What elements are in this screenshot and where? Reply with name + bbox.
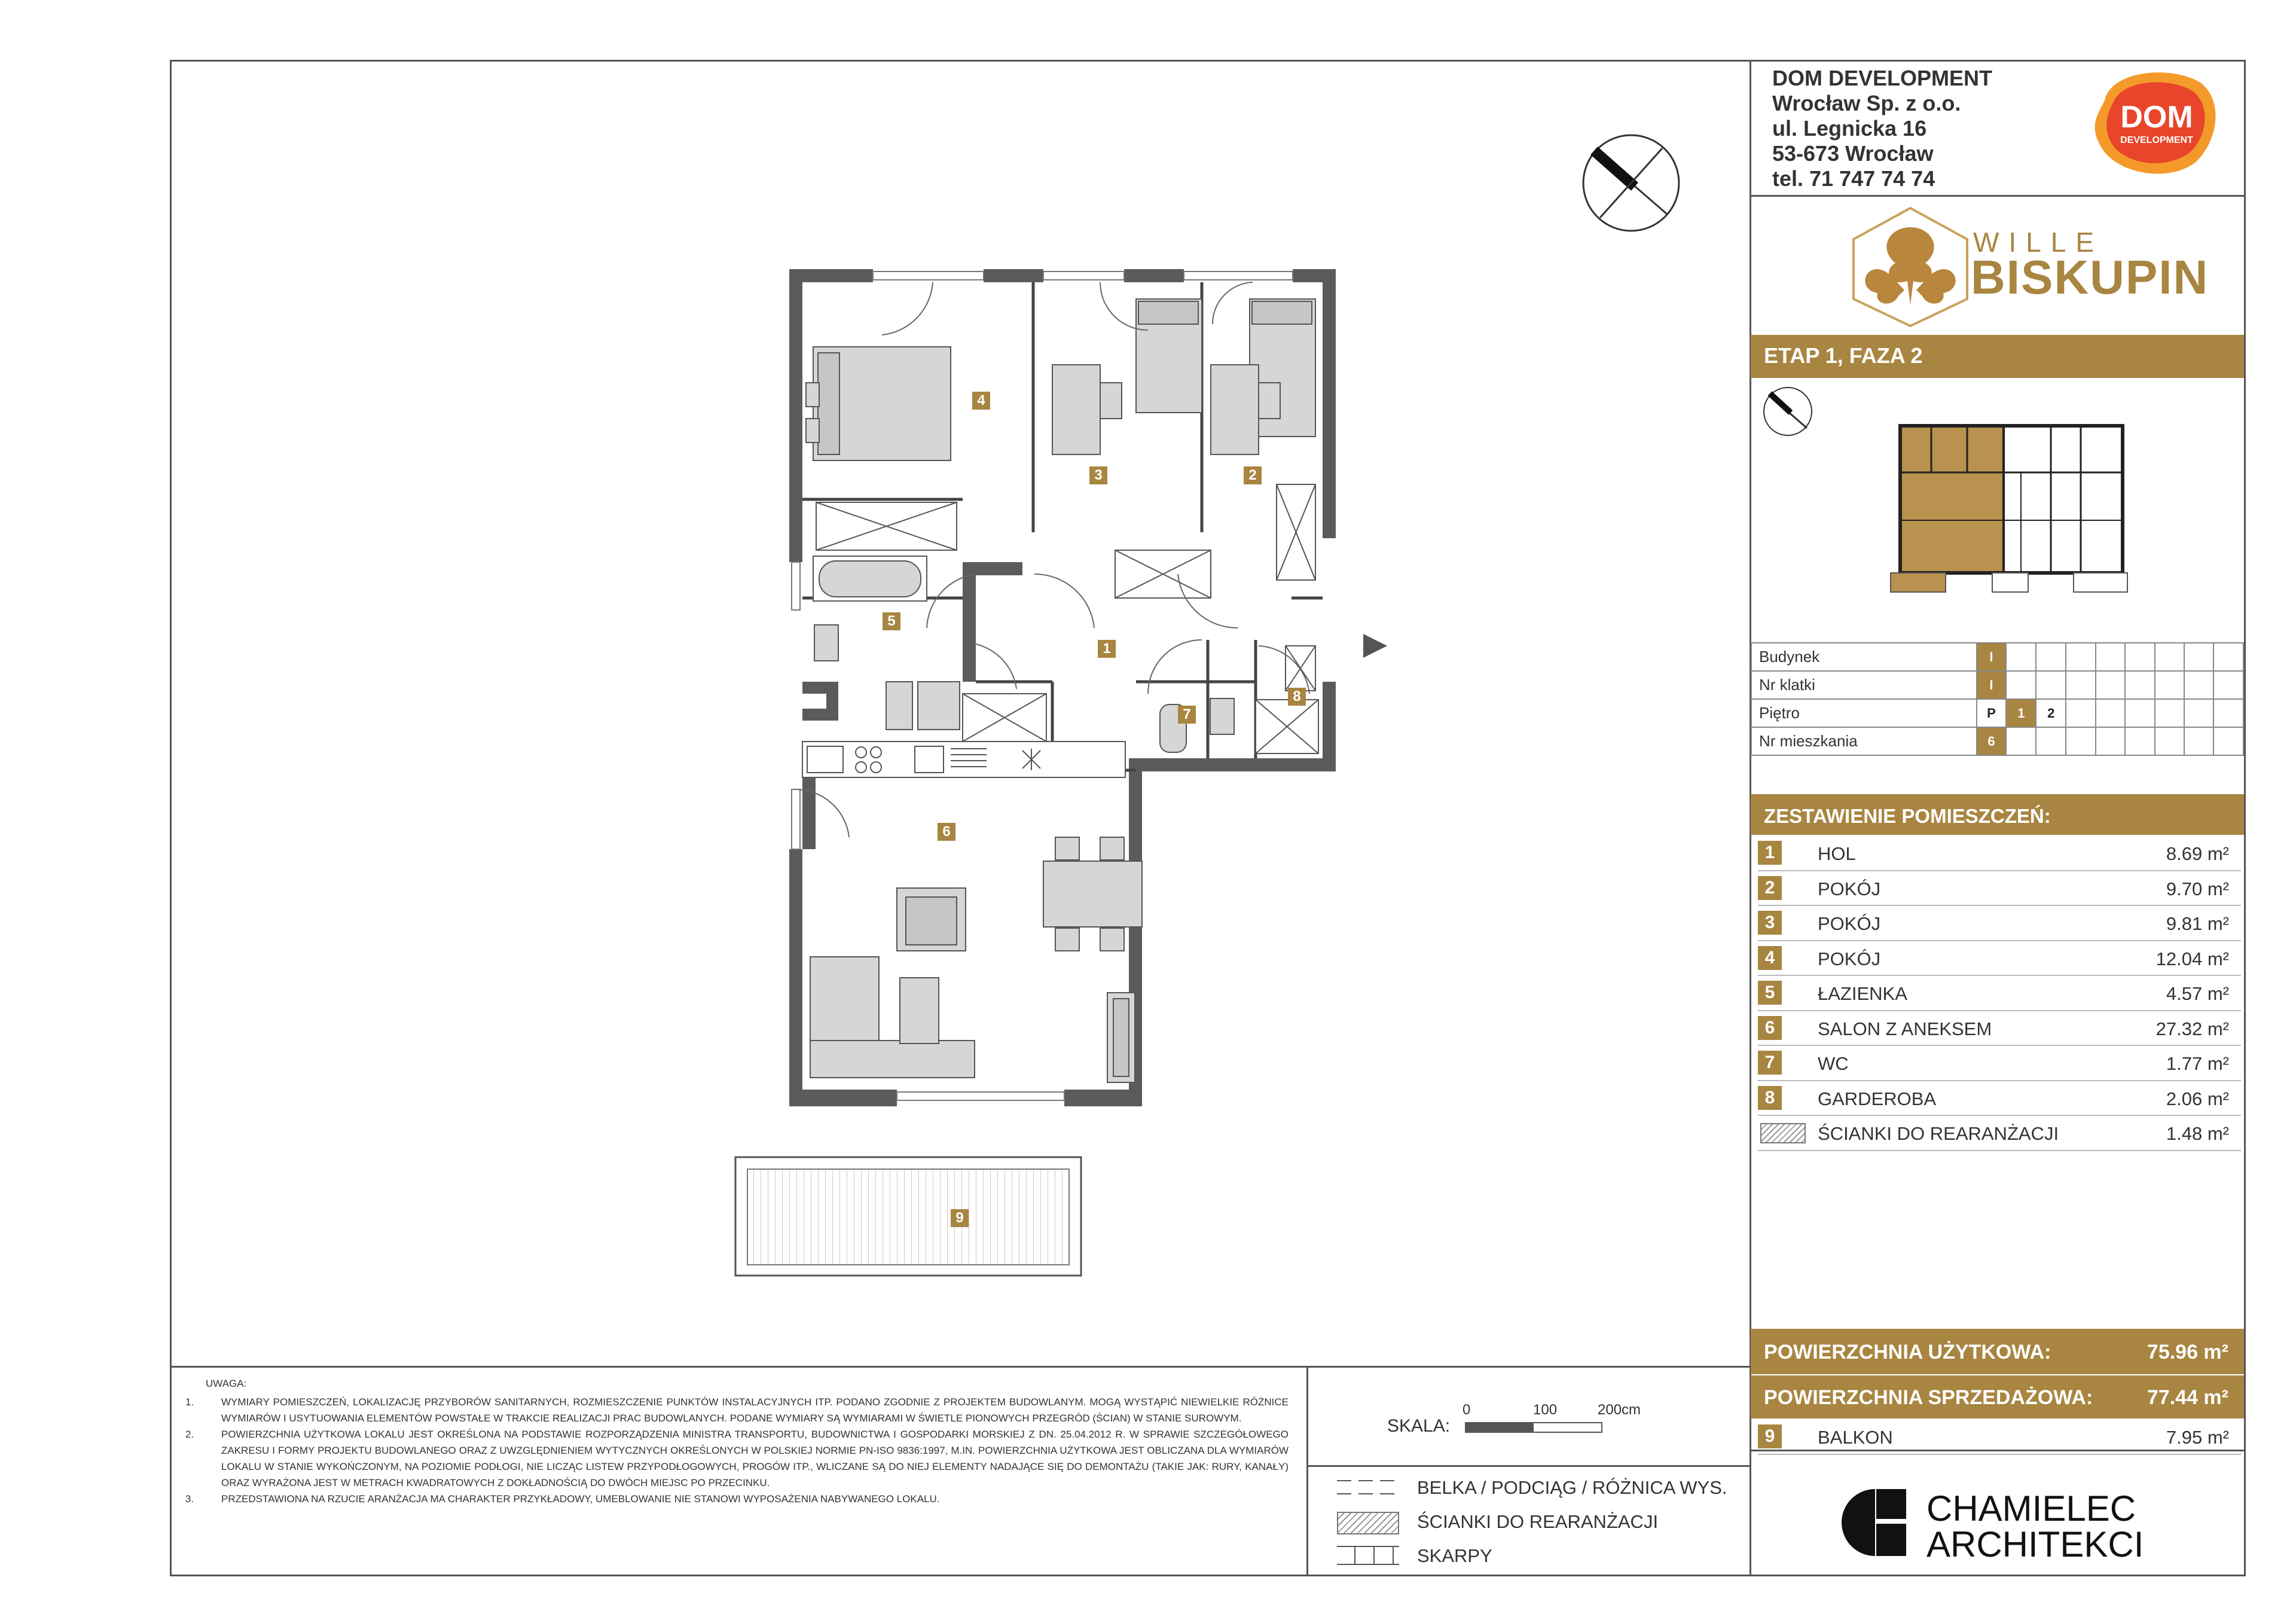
rooms-list bbox=[1758, 836, 2241, 1151]
company-name: DOM DEVELOPMENT bbox=[1772, 66, 1993, 90]
room-number: 8 bbox=[1758, 1086, 1782, 1110]
info-cell: 2 bbox=[2036, 699, 2066, 727]
room-name: WC bbox=[1818, 1053, 1849, 1074]
room-number: 4 bbox=[1758, 946, 1782, 970]
room-number: 6 bbox=[1758, 1016, 1782, 1040]
brand-small: WILLE bbox=[1973, 227, 2104, 258]
plan-label-3: 3 bbox=[1089, 466, 1107, 484]
sales-area-label: POWIERZCHNIA SPRZEDAŻOWA: bbox=[1764, 1386, 2093, 1409]
room-area: 12.04 m² bbox=[2155, 948, 2229, 969]
room-name: ŚCIANKI DO REARANŻACJI bbox=[1818, 1123, 2059, 1144]
notes bbox=[179, 1375, 1289, 1507]
company-branch: Wrocław Sp. z o.o. bbox=[1772, 91, 1961, 115]
legend-walls: ŚCIANKI DO REARANŻACJI bbox=[1417, 1511, 1659, 1532]
room-number: 7 bbox=[1758, 1051, 1782, 1075]
plan-label-1: 1 bbox=[1098, 640, 1116, 658]
plan-label-5: 5 bbox=[883, 612, 900, 630]
scale-tick-200: 200cm bbox=[1598, 1402, 1641, 1418]
room-area: 27.32 m² bbox=[2155, 1018, 2229, 1039]
company-address bbox=[1772, 66, 1992, 191]
info-cell: 6 bbox=[1977, 727, 2007, 755]
room-name: GARDEROBA bbox=[1818, 1088, 1937, 1109]
room-number: 5 bbox=[1758, 981, 1782, 1005]
company-phone: tel. 71 747 74 74 bbox=[1772, 166, 1935, 191]
room-name: POKÓJ bbox=[1818, 878, 1881, 899]
note-item: 1. WYMIARY POMIESZCZEŃ, LOKALIZACJĘ PRZYBORÓW SANITARNYCH, ROZMIESZCZENIE PUNKTÓW INSTALACYJNYCH ITP. PODANO ZGODNIE Z PROJEKTEM BUDOWLANYM. MOGĄ WYSTĄPIĆ NIEWIELKIE RÓŻNICE WYMIARÓW I USYTUOWANIA ELEMENTÓW POWSTAŁE W TRAKCIE REALIZACJI PRAC BUDOWLANYCH. PODANE WYMIARY SĄ WYMIARAMI W ŚWIETLE PIONOWYCH PRZEGRÓD (ŚCIAN) W STANIE SUROWYM. bbox=[185, 1396, 1289, 1424]
info-label: Nr klatki bbox=[1751, 671, 1977, 699]
info-label: Budynek bbox=[1751, 643, 1977, 671]
stage-label: ETAP 1, FAZA 2 bbox=[1764, 343, 1923, 368]
info-cell: I bbox=[1977, 671, 2007, 699]
usable-area-value: 75.96 m² bbox=[2147, 1341, 2228, 1363]
room-row bbox=[1758, 1116, 2241, 1151]
room-area: 1.77 m² bbox=[2166, 1053, 2229, 1074]
plan-label-4: 4 bbox=[972, 392, 990, 410]
usable-area-band bbox=[1751, 1329, 2244, 1374]
info-row-staircase bbox=[1751, 671, 2243, 699]
room-number: 9 bbox=[1758, 1424, 1782, 1448]
room-row bbox=[1758, 906, 2241, 941]
dashed-lines-icon bbox=[1337, 1477, 1399, 1497]
info-label: Piętro bbox=[1751, 699, 1977, 727]
room-number: 2 bbox=[1758, 876, 1782, 900]
stage-band bbox=[1751, 335, 2244, 378]
rooms-header-label: ZESTAWIENIE POMIESZCZEŃ: bbox=[1764, 805, 2051, 827]
notes-divider-mid bbox=[1306, 1366, 1308, 1576]
oak-leaf-logo bbox=[1842, 203, 1979, 329]
info-row-apartment bbox=[1751, 727, 2243, 755]
note-item: 2. POWIERZCHNIA UŻYTKOWA LOKALU JEST OKREŚLONA NA PODSTAWIE ROZPORZĄDZENIA MINISTRA TRANSPORTU, BUDOWNICTWA I GOSPODARKI MORSKIEJ Z DN. 25.04.2012 R. W SPRAWIE SZCZEGÓŁOWEGO ZAKRESU I FORMY PROJEKTU BUDOWLANEGO ORAZ Z UWZGLĘDNIENIEM WYTYCZNYCH OKREŚLONYCH W POLSKIEJ NORMIE PN-ISO 9836:1997, M.IN. POWIERZCHNIA UŻYTKOWA JEST OBLICZANA DLA WYMIARÓW LOKALU W STANIE WYKOŃCZONYM, NA POZIOMIE PODŁOGI, NIE LICZĄC LISTEW PRZYPODŁOGOWYCH, PROGÓW ITP., WLICZANE SĄ DO NIEJ ELEMENTY NADAJĄCE SIĘ DO DEMONTAŻU (TAKIE JAK: RURY, KANAŁY) ORAZ WYRAŻONA JEST W METRACH KWADRATOWYCH Z DOKŁADNOŚCIĄ DO DWÓCH MIEJSC PO PRZECINKU. bbox=[185, 1429, 1289, 1488]
notes-divider-top bbox=[170, 1366, 1751, 1368]
key-plan bbox=[1758, 383, 2236, 634]
info-cell: 1 bbox=[2006, 699, 2036, 727]
legend-beam: BELKA / PODCIĄG / RÓŻNICA WYS. bbox=[1417, 1477, 1727, 1498]
brand-big: BISKUPIN bbox=[1971, 251, 2209, 304]
architect-name-2: ARCHITEKCI bbox=[1926, 1524, 2144, 1564]
room-row bbox=[1758, 871, 2241, 907]
room-area: 1.48 m² bbox=[2166, 1123, 2229, 1144]
room-row bbox=[1758, 1081, 2241, 1116]
notes-title: UWAGA: bbox=[206, 1378, 247, 1389]
company-city: 53-673 Wrocław bbox=[1772, 141, 1934, 166]
info-row-building bbox=[1751, 643, 2243, 671]
info-cell: I bbox=[1977, 643, 2007, 671]
room-row bbox=[1758, 1046, 2241, 1081]
window-sill-icon bbox=[1337, 1543, 1399, 1567]
usable-area-label: POWIERZCHNIA UŻYTKOWA: bbox=[1764, 1341, 2051, 1363]
scale-label: SKALA: bbox=[1387, 1416, 1451, 1436]
room-area: 9.70 m² bbox=[2166, 878, 2229, 899]
room-row bbox=[1758, 976, 2241, 1011]
room-area: 8.69 m² bbox=[2166, 843, 2229, 864]
scale-tick-100: 100 bbox=[1533, 1402, 1558, 1418]
sales-area-value: 77.44 m² bbox=[2147, 1386, 2228, 1409]
balcony-row bbox=[1758, 1420, 2241, 1455]
room-row bbox=[1758, 1011, 2241, 1047]
room-name: SALON Z ANEKSEM bbox=[1818, 1018, 1992, 1039]
info-table bbox=[1751, 642, 2244, 756]
plan-label-9: 9 bbox=[951, 1209, 969, 1227]
note-item: 3. PRZEDSTAWIONA NA RZUCIE ARANŻACJA MA CHARAKTER PRZYKŁADOWY, UMEBLOWANIE NIE STANOWI WYPOSAŻENIA NABYWANEGO LOKALU. bbox=[185, 1493, 940, 1505]
legend-sills: SKARPY bbox=[1417, 1545, 1492, 1566]
company-divider bbox=[1750, 195, 2246, 197]
north-arrow-icon bbox=[1578, 130, 1684, 236]
architect-name-1: CHAMIELEC bbox=[1926, 1488, 2136, 1529]
plan-label-2: 2 bbox=[1244, 466, 1262, 484]
sales-area-band bbox=[1751, 1375, 2244, 1418]
dom-development-logo bbox=[2087, 65, 2224, 178]
info-label: Nr mieszkania bbox=[1751, 727, 1977, 755]
room-name: POKÓJ bbox=[1818, 948, 1881, 969]
scale-divider bbox=[1306, 1465, 1751, 1467]
room-area: 2.06 m² bbox=[2166, 1088, 2229, 1109]
room-area: 4.57 m² bbox=[2166, 983, 2229, 1004]
room-name: ŁAZIENKA bbox=[1818, 983, 1907, 1004]
scale-tick-0: 0 bbox=[1463, 1402, 1471, 1418]
room-number: 1 bbox=[1758, 841, 1782, 865]
company-street: ul. Legnicka 16 bbox=[1772, 116, 1927, 141]
plan-label-7: 7 bbox=[1178, 706, 1196, 724]
room-name: HOL bbox=[1818, 843, 1856, 864]
room-area: 7.95 m² bbox=[2166, 1427, 2229, 1448]
room-name: POKÓJ bbox=[1818, 913, 1881, 934]
plan-label-6: 6 bbox=[938, 823, 955, 841]
rooms-header bbox=[1751, 794, 2244, 835]
room-area: 9.81 m² bbox=[2166, 913, 2229, 934]
info-row-floor bbox=[1751, 699, 2243, 727]
logo-sub-text: DEVELOPMENT bbox=[2120, 135, 2193, 145]
hatch-icon bbox=[1760, 1123, 1806, 1143]
room-row bbox=[1758, 836, 2241, 871]
plan-label-8: 8 bbox=[1288, 688, 1306, 706]
floor-plan bbox=[718, 263, 1435, 1298]
logo-main-text: DOM bbox=[2120, 100, 2193, 135]
info-cell: P bbox=[1977, 699, 2007, 727]
room-number: 3 bbox=[1758, 911, 1782, 935]
room-row bbox=[1758, 941, 2241, 977]
hatch-icon bbox=[1337, 1512, 1399, 1534]
room-name: BALKON bbox=[1818, 1427, 1893, 1448]
architect-logo-mark bbox=[1842, 1489, 1915, 1556]
scale-bar bbox=[1465, 1422, 1602, 1433]
